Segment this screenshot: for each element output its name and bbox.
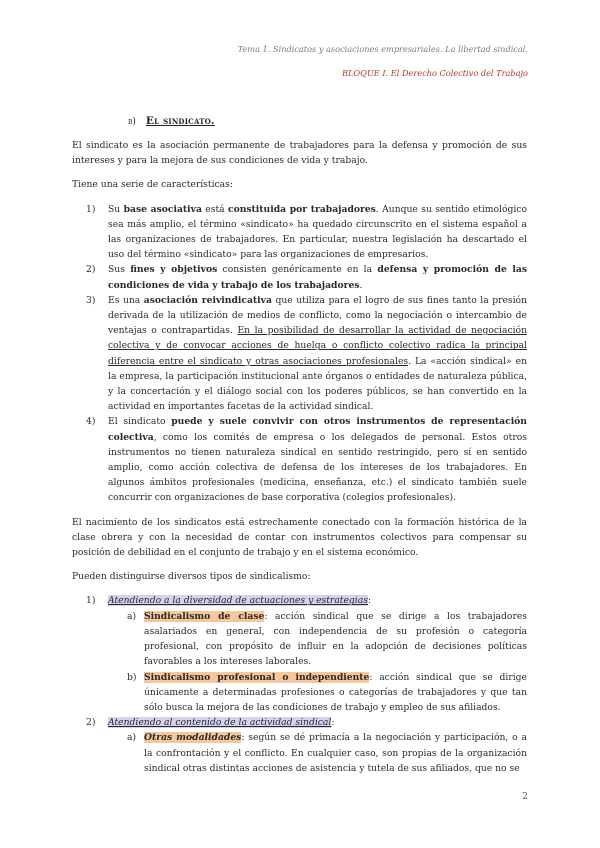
section-title: El sindicato. bbox=[145, 115, 215, 127]
list-number: 2) bbox=[86, 264, 96, 276]
running-header-topic: Tema 1. Sindicatos y asociaciones empresariales. La libertad sindical. bbox=[237, 44, 528, 54]
highlighted-criterion: Atendiendo al contenido de la actividad sindical bbox=[108, 717, 332, 729]
list-item bbox=[72, 715, 527, 730]
list-item bbox=[72, 202, 527, 263]
text-span: , como los comités de empresa o los delegados de personal. Estos otros instrumentos no tienen naturaleza sindical en sentido restringido, pero sí en sentido amplio, como acción colectiva de defensa de los intereses de los trabajadores. En algunos ámbitos profesionales (medicina, enseñanza, etc.) el sindicato también suele concurrir con organizaciones de base corporativa (colegios profesionales). bbox=[108, 431, 527, 504]
list-number: 4) bbox=[86, 416, 96, 428]
section-letter: b) bbox=[128, 117, 136, 127]
text-span: El sindicato bbox=[108, 416, 172, 428]
bold-term: defensa y promoción de las condiciones de vida y trabajo de los trabajadores bbox=[108, 264, 527, 291]
highlighted-term: Otras modalidades bbox=[144, 732, 242, 744]
text-span: está bbox=[201, 203, 228, 215]
text-span: . Aunque su sentido etimológico sea más amplio, el término «sindicato» ha quedado circunscrito en el sistema español a las organizaciones de trabajadores. En particular, nuestra legislación ha descartado el uso del término «sindicato» para las organizaciones de empresarios. bbox=[108, 203, 527, 261]
characteristics-list bbox=[72, 202, 527, 506]
text-span: : bbox=[331, 717, 335, 729]
list-item bbox=[72, 593, 527, 608]
definition-paragraph: El sindicato es la asociación permanente de trabajadores para la defensa y promoción de sus intereses y para la mejora de sus condiciones de vida y trabajo. bbox=[72, 140, 527, 167]
sub-list-letter: b) bbox=[127, 671, 137, 683]
bold-term: fines y objetivos bbox=[130, 264, 218, 276]
sub-list-letter: a) bbox=[127, 610, 137, 622]
sub-list-item bbox=[72, 670, 527, 716]
list-number: 2) bbox=[86, 717, 96, 729]
highlighted-criterion: Atendiendo a la diversidad de actuaciones y estrategias bbox=[108, 595, 368, 607]
types-list bbox=[72, 593, 527, 775]
sub-list-item bbox=[72, 609, 527, 670]
origin-paragraph: El nacimiento de los sindicatos está estrechamente conectado con la formación histórica de la clase obrera y con la necesidad de contar con instrumentos colectivos para compensar su posición de debilidad en el conjunto de trabajo y en el sistema económico. bbox=[72, 516, 527, 559]
bold-term: puede y suele convivir con otros instrumentos de representación colectiva bbox=[108, 416, 527, 443]
types-intro: Pueden distinguirse diversos tipos de sindicalismo: bbox=[72, 571, 311, 583]
bold-term: base asociativa bbox=[123, 203, 202, 215]
text-span: Su bbox=[108, 203, 124, 215]
sub-list-letter: a) bbox=[127, 732, 137, 744]
text-span: : según se dé primacía a la negociación y participación, o a la confrontación y el conflicto. En cualquier caso, son propias de la organización sindical otras distintas acciones de asistencia y tutela de sus afiliados, que no se bbox=[144, 732, 527, 774]
list-item bbox=[72, 293, 527, 415]
text-span: consisten genéricamente en la bbox=[217, 264, 378, 276]
list-item bbox=[72, 414, 527, 505]
page-number: 2 bbox=[522, 792, 528, 802]
text-span: : acción sindical que se dirige únicamente a determinadas profesiones o categorías de trabajadores y que tan sólo busca la mejora de las condiciones de trabajo y empleo de sus afiliados. bbox=[144, 671, 527, 713]
text-span: . bbox=[359, 279, 363, 291]
text-span: Es una bbox=[108, 294, 144, 306]
bold-term: asociación reivindicativa bbox=[143, 294, 272, 306]
list-number: 1) bbox=[86, 203, 96, 215]
document-body bbox=[72, 138, 527, 785]
list-number: 1) bbox=[86, 595, 96, 607]
sub-list-item bbox=[72, 730, 527, 776]
text-span: . La «acción sindical» en la empresa, la participación institucional ante órganos o entidades de naturaleza pública, y la concertación y el diálogo social con los poderes públicos, se han convertido en la actividad en importantes facetas de la actividad sindical. bbox=[108, 355, 527, 413]
list-item bbox=[72, 262, 527, 292]
text-span: : bbox=[367, 595, 372, 607]
characteristics-intro: Tiene una serie de características: bbox=[72, 179, 233, 191]
underlined-text: En la posibilidad de desarrollar la actividad de negociación colectiva y de convocar acciones de huelga o conflicto colectivo radica la principal diferencia entre el sindicato y otras asociaciones profesionales bbox=[108, 325, 527, 367]
text-span: Sus bbox=[108, 264, 131, 276]
highlighted-term: Sindicalismo de clase bbox=[144, 610, 265, 622]
text-span: que utiliza para el logro de sus fines tanto la presión derivada de la utilización de medios de conflicto, como la negociación o intercambio de ventajas o contrapartidas. bbox=[108, 294, 528, 337]
running-header-block: BLOQUE I. El Derecho Colectivo del Trabajo bbox=[341, 68, 528, 78]
highlighted-term: Sindicalismo profesional o independiente bbox=[144, 671, 370, 683]
bold-term: constituida por trabajadores bbox=[227, 203, 376, 215]
text-span: : acción sindical que se dirige a los trabajadores asalariados en general, con independencia de su profesión o categoría profesional, con propósito de influir en la adopción de decisiones políticas favorables a los intereses laborales. bbox=[144, 610, 527, 668]
list-number: 3) bbox=[86, 294, 96, 306]
section-heading bbox=[128, 115, 215, 127]
